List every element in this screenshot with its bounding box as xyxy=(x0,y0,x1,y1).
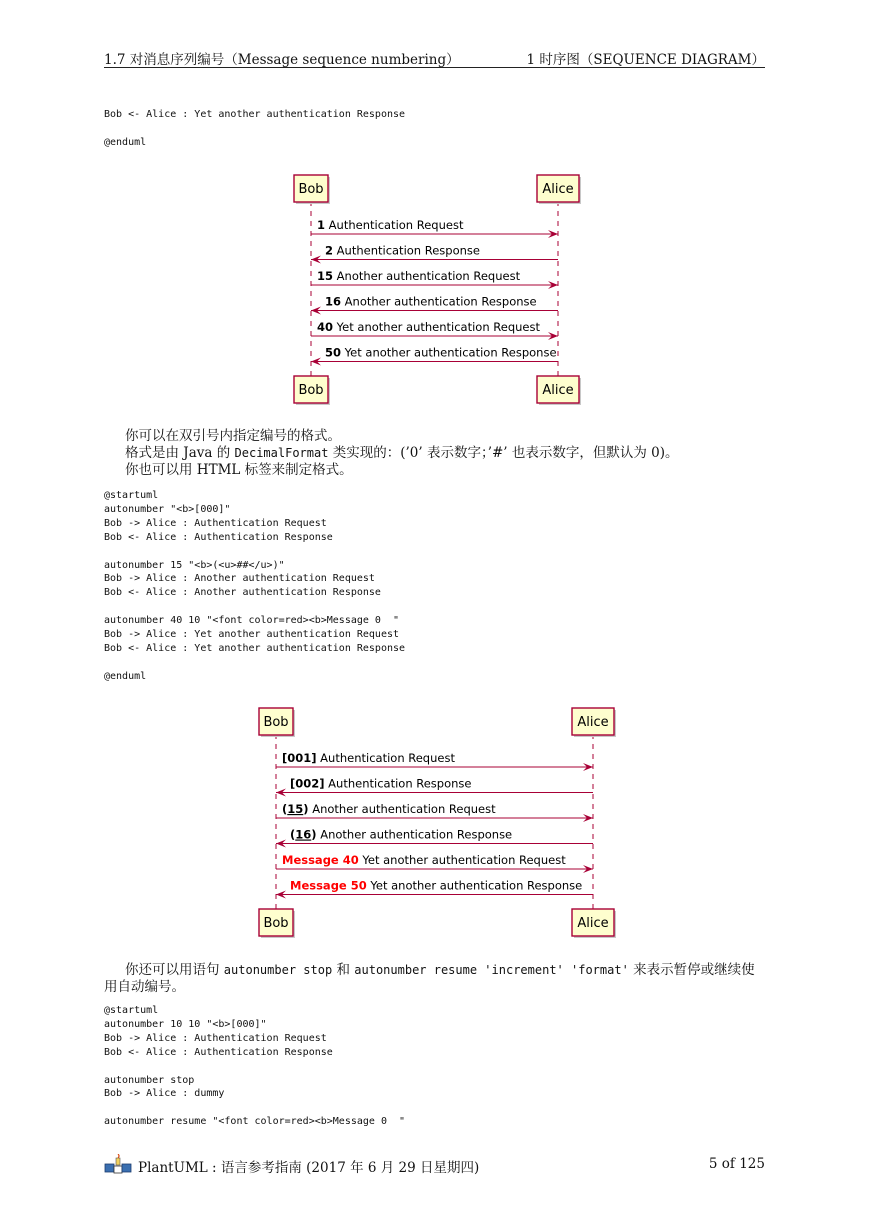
message-text: Another authentication Request xyxy=(308,802,496,816)
footer xyxy=(104,1154,765,1176)
participant-bob-top xyxy=(294,175,330,204)
message-text: Another authentication Response xyxy=(316,827,513,842)
participant-label: Bob xyxy=(298,182,324,197)
message-2 xyxy=(276,777,593,797)
page-number: 5 of 125 xyxy=(708,1156,765,1172)
participant-label: Bob xyxy=(298,383,324,398)
message-text: Authentication Response xyxy=(333,243,480,258)
message-label xyxy=(325,346,557,360)
message-label xyxy=(290,879,582,893)
code-autonumber-resume: autonumber resume 'increment' 'format' xyxy=(354,963,629,977)
message-number: Message 40 xyxy=(282,853,359,867)
message-text: Yet another authentication Response xyxy=(341,345,557,360)
message-number: [001] xyxy=(282,751,317,765)
message-text: Another authentication Response xyxy=(341,294,537,309)
message-text: Authentication Request xyxy=(316,751,455,765)
message-label xyxy=(325,244,480,258)
message-label xyxy=(290,777,472,791)
message-label xyxy=(282,751,455,765)
participant-alice-top xyxy=(537,175,581,204)
message-5 xyxy=(311,320,558,340)
message-number: 2 xyxy=(325,243,334,258)
stop-resume-explanation xyxy=(104,962,766,996)
para2-after: 来表示暂停或继续使用自动编号。 xyxy=(104,962,755,995)
message-number: (15) xyxy=(282,802,309,816)
participant-label: Alice xyxy=(577,916,609,931)
message-text: Authentication Response xyxy=(324,776,472,791)
message-label xyxy=(317,218,464,232)
message-4 xyxy=(276,828,593,848)
message-label xyxy=(290,828,512,842)
code-block-stop-resume: @startuml autonumber 10 10 "<b>[000]" Bob -> Alice : Authentication Request Bob <- Alice : Authentication Response autonumber stop Bob -> Alice : dummy autonumber resume "<font color=red><b>Message 0 " xyxy=(104,1005,406,1128)
message-1 xyxy=(311,218,558,238)
message-2 xyxy=(311,244,558,264)
message-6 xyxy=(311,346,558,366)
participant-label: Alice xyxy=(542,383,574,398)
para2-text xyxy=(104,962,766,996)
participant-label: Bob xyxy=(263,916,289,931)
message-4 xyxy=(311,295,558,315)
header-rule xyxy=(104,67,765,68)
code-autonumber-stop: autonumber stop xyxy=(223,963,333,977)
message-label xyxy=(325,295,537,309)
participant-label: Alice xyxy=(542,182,574,197)
participant-alice-bottom xyxy=(537,376,581,405)
participant-label: Bob xyxy=(263,715,289,730)
header-section-title: 1.7 对消息序列编号（Message sequence numbering） xyxy=(104,52,460,68)
message-number: 50 xyxy=(325,345,342,360)
sequence-diagram-2 xyxy=(245,703,625,948)
code-block-format: @startuml autonumber "<b>[000]" Bob -> Alice : Authentication Request Bob <- Alice : Authentication Response autonumber 15 "<b>(<u>##</u>)" Bob -> Alice : Another authentication Request Bob <- Alice : Another authentication Response autonumber 40 10 "<font color=red><b>Message 0 " Bob -> Alice : Yet another authentication Request Bob <- Alice : Yet another authentication Response @enduml xyxy=(104,490,406,682)
code-block-end: Bob <- Alice : Yet another authentication Response @enduml xyxy=(104,109,406,148)
message-number: Message 50 xyxy=(290,878,367,893)
format-explanation xyxy=(104,428,766,479)
participant-alice-bottom xyxy=(572,909,616,938)
participant-alice-top xyxy=(572,708,616,737)
message-label xyxy=(317,269,521,283)
plantuml-logo-icon xyxy=(104,1154,134,1176)
message-number: 40 xyxy=(317,320,334,334)
message-number: (16) xyxy=(290,827,317,842)
message-3 xyxy=(311,269,558,289)
message-number: [002] xyxy=(290,776,325,791)
message-5 xyxy=(276,853,593,873)
message-text: Another authentication Request xyxy=(333,269,521,283)
message-text: Yet another authentication Response xyxy=(366,878,583,893)
para-line-1: 你可以在双引号内指定编号的格式。 xyxy=(125,428,341,444)
participant-bob-bottom xyxy=(259,909,295,938)
message-text: Authentication Request xyxy=(325,218,464,232)
message-label xyxy=(282,853,566,867)
participant-label: Alice xyxy=(577,715,609,730)
message-3 xyxy=(276,802,593,822)
message-number: 1 xyxy=(317,218,326,232)
para-line-3: 你也可以用 HTML 标签来制定格式。 xyxy=(125,462,353,478)
message-label xyxy=(282,802,496,816)
message-text: Yet another authentication Request xyxy=(333,320,541,334)
message-label xyxy=(317,320,540,334)
message-number: 16 xyxy=(325,294,342,309)
footer-doc-title: PlantUML : 语言参考指南 (2017 年 6 月 29 日星期四) xyxy=(138,1160,480,1176)
participant-bob-top xyxy=(259,708,295,737)
message-number: 15 xyxy=(317,269,334,283)
message-6 xyxy=(276,879,593,899)
header-chapter-title: 1 时序图（SEQUENCE DIAGRAM） xyxy=(526,52,765,68)
para2-mid: 和 xyxy=(332,962,355,978)
participant-bob-bottom xyxy=(294,376,330,405)
sequence-diagram-1 xyxy=(280,170,600,415)
code-decimalformat: DecimalFormat xyxy=(234,446,329,460)
para2-before: 你还可以用语句 xyxy=(125,962,224,978)
message-1 xyxy=(276,751,593,771)
para-line-2: 格式是由 Java 的 DecimalFormat 类实现的：(’0’ 表示数字；’#’ 也表示数字，但默认为 0)。 xyxy=(125,445,679,461)
message-text: Yet another authentication Request xyxy=(358,853,566,867)
